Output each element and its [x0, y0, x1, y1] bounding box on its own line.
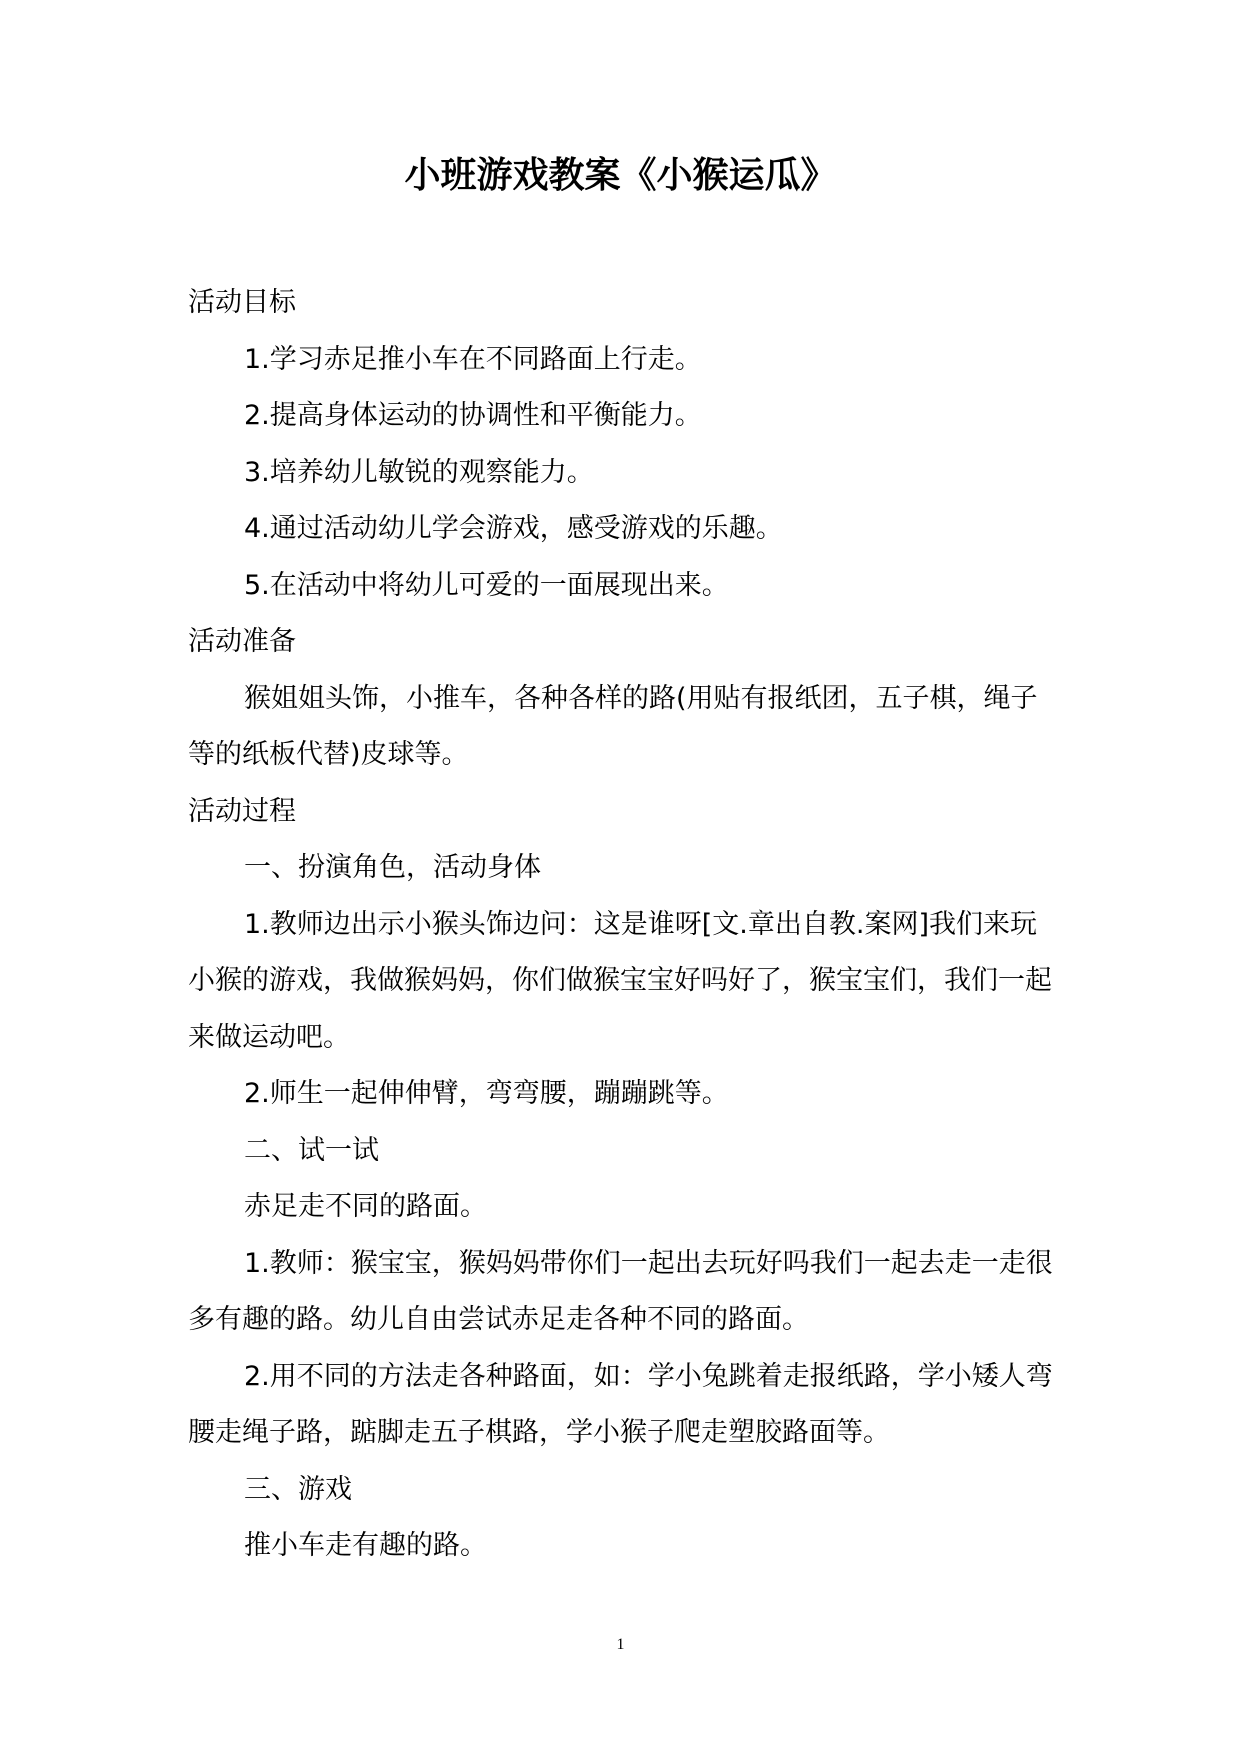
goal-item: 2.提高身体运动的协调性和平衡能力。: [244, 400, 702, 431]
goal-item: 5.在活动中将幼儿可爱的一面展现出来。: [244, 569, 729, 601]
section-heading-process: 活动过程: [188, 795, 296, 827]
preparation-paragraph: 猴姐姐头饰，小推车，各种各样的路(用贴有报纸团，五子棋，绳子等的纸板代替)皮球等。: [188, 682, 1038, 770]
goal-item: 4.通过活动幼儿学会游戏，感受游戏的乐趣。: [244, 513, 783, 544]
process-paragraph: 1.教师边出示小猴头饰边问：这是谁呀[文.章出自教.案网]我们来玩小猴的游戏，我做猴妈妈，你们做猴宝宝好吗好了，猴宝宝们，我们一起来做运动吧。: [188, 908, 1052, 1053]
goal-item: 1.学习赤足推小车在不同路面上行走。: [244, 343, 702, 375]
goal-item: 3.培养幼儿敏锐的观察能力。: [244, 456, 594, 488]
process-step-heading: 一、扮演角色，活动身体: [244, 852, 541, 883]
process-paragraph: 推小车走有趣的路。: [244, 1530, 487, 1561]
section-heading-goals: 活动目标: [188, 287, 296, 318]
document-body: [188, 275, 1058, 1575]
section-heading-preparation: 活动准备: [188, 626, 296, 657]
document-title: 小班游戏教案《小猴运瓜》: [404, 154, 837, 196]
process-step-heading: 三、游戏: [244, 1473, 352, 1505]
process-paragraph: 2.用不同的方法走各种路面，如：学小兔跳着走报纸路，学小矮人弯腰走绳子路，踮脚走五子棋路，学小猴子爬走塑胶路面等。: [188, 1360, 1053, 1448]
process-paragraph: 1.教师：猴宝宝，猴妈妈带你们一起出去玩好吗我们一起去走一走很多有趣的路。幼儿自由尝试赤足走各种不同的路面。: [188, 1247, 1053, 1335]
page-number: 1: [616, 1636, 625, 1653]
process-step-heading: 二、试一试: [244, 1134, 379, 1166]
process-paragraph: 2.师生一起伸伸臂，弯弯腰，蹦蹦跳等。: [244, 1078, 729, 1109]
process-paragraph: 赤足走不同的路面。: [244, 1191, 487, 1222]
